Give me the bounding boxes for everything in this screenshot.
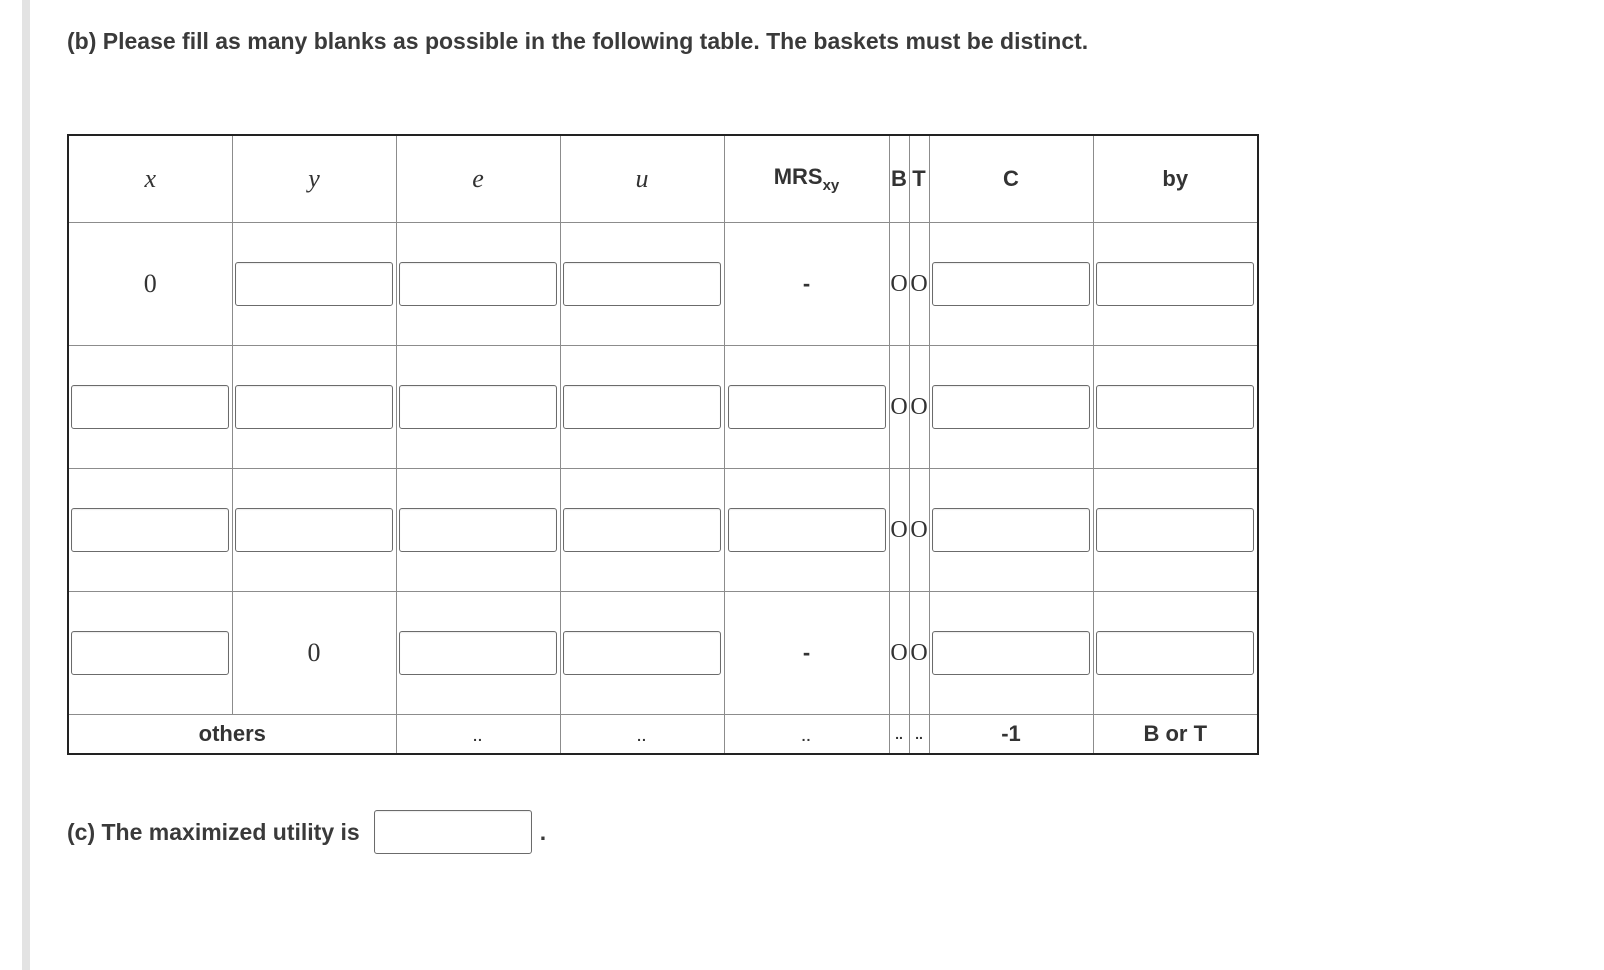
cell-e: [396, 592, 560, 715]
others-t: ..: [909, 715, 929, 753]
by-input[interactable]: [1096, 262, 1254, 306]
cell-bt: [889, 592, 929, 715]
x-input[interactable]: [71, 508, 229, 552]
by-input[interactable]: [1096, 508, 1254, 552]
header-x: x: [68, 135, 232, 223]
x-input[interactable]: [71, 385, 229, 429]
cell-c: [929, 346, 1093, 469]
b-radio[interactable]: O: [890, 516, 908, 543]
table-row: [68, 592, 1258, 715]
mrs-input[interactable]: [728, 508, 886, 552]
header-u: u: [560, 135, 724, 223]
cell-c: [929, 469, 1093, 592]
b-radio[interactable]: O: [890, 393, 908, 420]
others-u: ..: [560, 715, 724, 755]
cell-by: [1093, 223, 1258, 346]
header-y: y: [232, 135, 396, 223]
cell-e: [396, 469, 560, 592]
t-radio[interactable]: O: [909, 592, 929, 714]
basket-table: [67, 134, 1259, 755]
cell-y: [232, 223, 396, 346]
c-input[interactable]: [932, 385, 1090, 429]
others-b: ..: [895, 726, 903, 742]
e-input[interactable]: [399, 508, 557, 552]
t-radio[interactable]: O: [909, 469, 929, 591]
others-label: others: [68, 715, 396, 755]
cell-mrs: -: [724, 592, 889, 715]
b-radio[interactable]: O: [890, 639, 908, 666]
header-b: B: [891, 166, 907, 191]
others-by: B or T: [1093, 715, 1258, 755]
t-radio[interactable]: O: [909, 223, 929, 345]
cell-u: [560, 223, 724, 346]
cell-y: 0: [232, 592, 396, 715]
cell-bt: [889, 223, 929, 346]
header-by: by: [1093, 135, 1258, 223]
part-c-label: (c) The maximized utility is: [67, 818, 360, 845]
x-input[interactable]: [71, 631, 229, 675]
others-c: -1: [929, 715, 1093, 755]
header-row: [68, 135, 1258, 223]
cell-u: [560, 346, 724, 469]
part-b-heading: (b) Please fill as many blanks as possible in the following table. The baskets must be distinct.: [67, 28, 1089, 54]
u-input[interactable]: [563, 631, 721, 675]
cell-x: [68, 592, 232, 715]
max-utility-input[interactable]: [374, 810, 532, 854]
others-mrs: ..: [724, 715, 889, 755]
u-input[interactable]: [563, 385, 721, 429]
cell-e: [396, 223, 560, 346]
u-input[interactable]: [563, 262, 721, 306]
e-input[interactable]: [399, 385, 557, 429]
cell-by: [1093, 469, 1258, 592]
table-row: [68, 223, 1258, 346]
header-e: e: [396, 135, 560, 223]
cell-u: [560, 592, 724, 715]
others-row: [68, 715, 1258, 755]
cell-y: [232, 469, 396, 592]
cell-mrs: [724, 346, 889, 469]
cell-x: [68, 469, 232, 592]
cell-mrs: [724, 469, 889, 592]
table-row: [68, 346, 1258, 469]
c-input[interactable]: [932, 631, 1090, 675]
others-e: ..: [396, 715, 560, 755]
mrs-input[interactable]: [728, 385, 886, 429]
cell-c: [929, 223, 1093, 346]
header-bt: [889, 135, 929, 223]
cell-mrs: -: [724, 223, 889, 346]
cell-by: [1093, 592, 1258, 715]
c-input[interactable]: [932, 262, 1090, 306]
y-input[interactable]: [235, 508, 393, 552]
part-c-period: .: [539, 818, 547, 845]
cell-x: 0: [68, 223, 232, 346]
header-c: C: [929, 135, 1093, 223]
part-c-question: [67, 810, 546, 854]
cell-bt: [889, 346, 929, 469]
others-bt: [889, 715, 929, 755]
cell-c: [929, 592, 1093, 715]
y-input[interactable]: [235, 385, 393, 429]
cell-u: [560, 469, 724, 592]
by-input[interactable]: [1096, 631, 1254, 675]
cell-by: [1093, 346, 1258, 469]
t-radio[interactable]: O: [909, 346, 929, 468]
c-input[interactable]: [932, 508, 1090, 552]
cell-y: [232, 346, 396, 469]
header-mrs: MRSxy: [724, 135, 889, 223]
cell-x: [68, 346, 232, 469]
header-t: T: [909, 136, 929, 222]
e-input[interactable]: [399, 631, 557, 675]
cell-bt: [889, 469, 929, 592]
cell-e: [396, 346, 560, 469]
left-margin-bar: [22, 0, 30, 970]
y-input[interactable]: [235, 262, 393, 306]
u-input[interactable]: [563, 508, 721, 552]
b-radio[interactable]: O: [890, 270, 908, 297]
e-input[interactable]: [399, 262, 557, 306]
by-input[interactable]: [1096, 385, 1254, 429]
table-row: [68, 469, 1258, 592]
